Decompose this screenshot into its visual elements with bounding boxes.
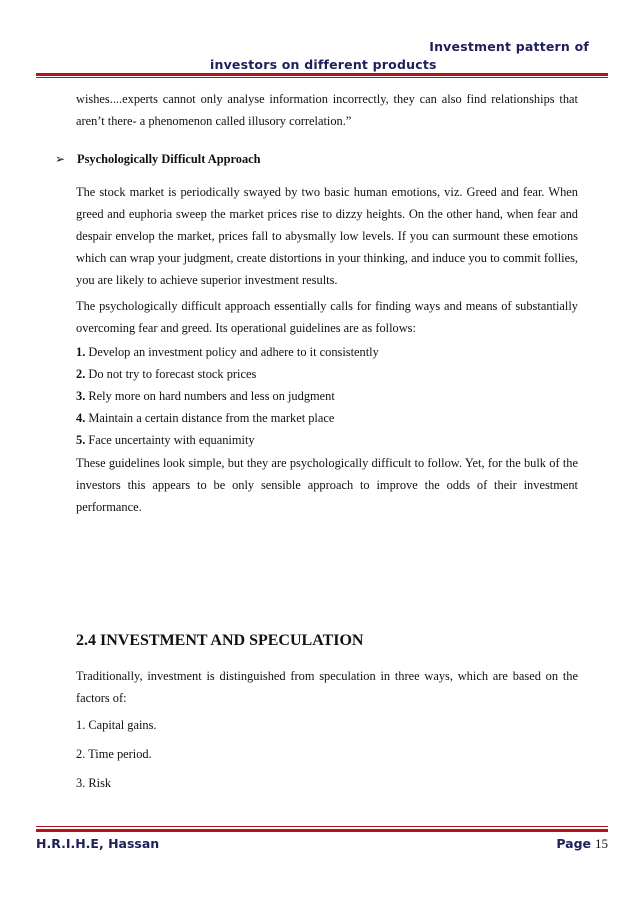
guideline-number: 3. <box>76 389 86 403</box>
header-title-line2: investors on different products <box>210 57 437 72</box>
footer-page-number: 15 <box>595 836 608 851</box>
guideline-item-3 <box>76 386 335 406</box>
section-intro-paragraph: Traditionally, investment is distinguished from speculation in three ways, which are based on the factors of: <box>76 669 578 706</box>
guideline-text: Maintain a certain distance from the market place <box>85 411 335 425</box>
guideline-number: 5. <box>76 433 86 447</box>
emotions-paragraph: The stock market is periodically swayed by two basic human emotions, viz. Greed and fear. When greed and euphoria sweep the market prices rise to dizzy heights. On the other hand, when fear and despair envelop the market, prices fall to abysmally low levels. If you can surmount these emotions which can wrap your judgment, create distortions in your thinking, and induce you to commit follies, you are likely to achieve superior investment results. <box>76 185 578 287</box>
guideline-item-2 <box>76 364 256 384</box>
guideline-text: Face uncertainty with equanimity <box>85 433 255 447</box>
footer-institution: H.R.I.H.E, Hassan <box>36 836 160 851</box>
arrow-bullet-icon: ➢ <box>55 152 66 166</box>
approach-paragraph: The psychologically difficult approach essentially calls for finding ways and means of substantially overcoming fear and greed. Its operational guidelines are as follows: <box>76 299 578 335</box>
footer-page-label: Page <box>556 836 591 851</box>
bullet-heading-text: Psychologically Difficult Approach <box>77 152 261 166</box>
guideline-item-5 <box>76 430 255 450</box>
footer-rule-thick <box>36 829 608 832</box>
conclusion-paragraph: These guidelines look simple, but they are psychologically difficult to follow. Yet, for the bulk of the investors this appears to be only sensible approach to improve the odds of their investment performance. <box>76 456 578 514</box>
footer-rule-thin <box>36 826 608 827</box>
guideline-text: Develop an investment policy and adhere to it consistently <box>85 345 379 359</box>
intro-paragraph: wishes....experts cannot only analyse information incorrectly, they can also find relationships that aren’t there- a phenomenon called illusory correlation.” <box>76 92 578 128</box>
header-rule-thick <box>36 73 608 76</box>
section-list-item: 1. Capital gains. <box>76 718 157 732</box>
guideline-number: 1. <box>76 345 86 359</box>
guideline-text: Do not try to forecast stock prices <box>85 367 257 381</box>
guideline-item-4 <box>76 408 334 428</box>
footer-page-indicator <box>556 835 608 853</box>
guideline-item-1 <box>76 342 379 362</box>
guideline-number: 2. <box>76 367 86 381</box>
section-heading: 2.4 INVESTMENT AND SPECULATION <box>76 632 364 649</box>
guideline-number: 4. <box>76 411 86 425</box>
section-list-item: 2. Time period. <box>76 747 152 761</box>
header-title-line1: Investment pattern of <box>429 39 589 54</box>
header-rule-thin <box>36 77 608 78</box>
section-list-item: 3. Risk <box>76 776 112 790</box>
guideline-text: Rely more on hard numbers and less on judgment <box>85 389 335 403</box>
bullet-heading <box>55 152 261 167</box>
